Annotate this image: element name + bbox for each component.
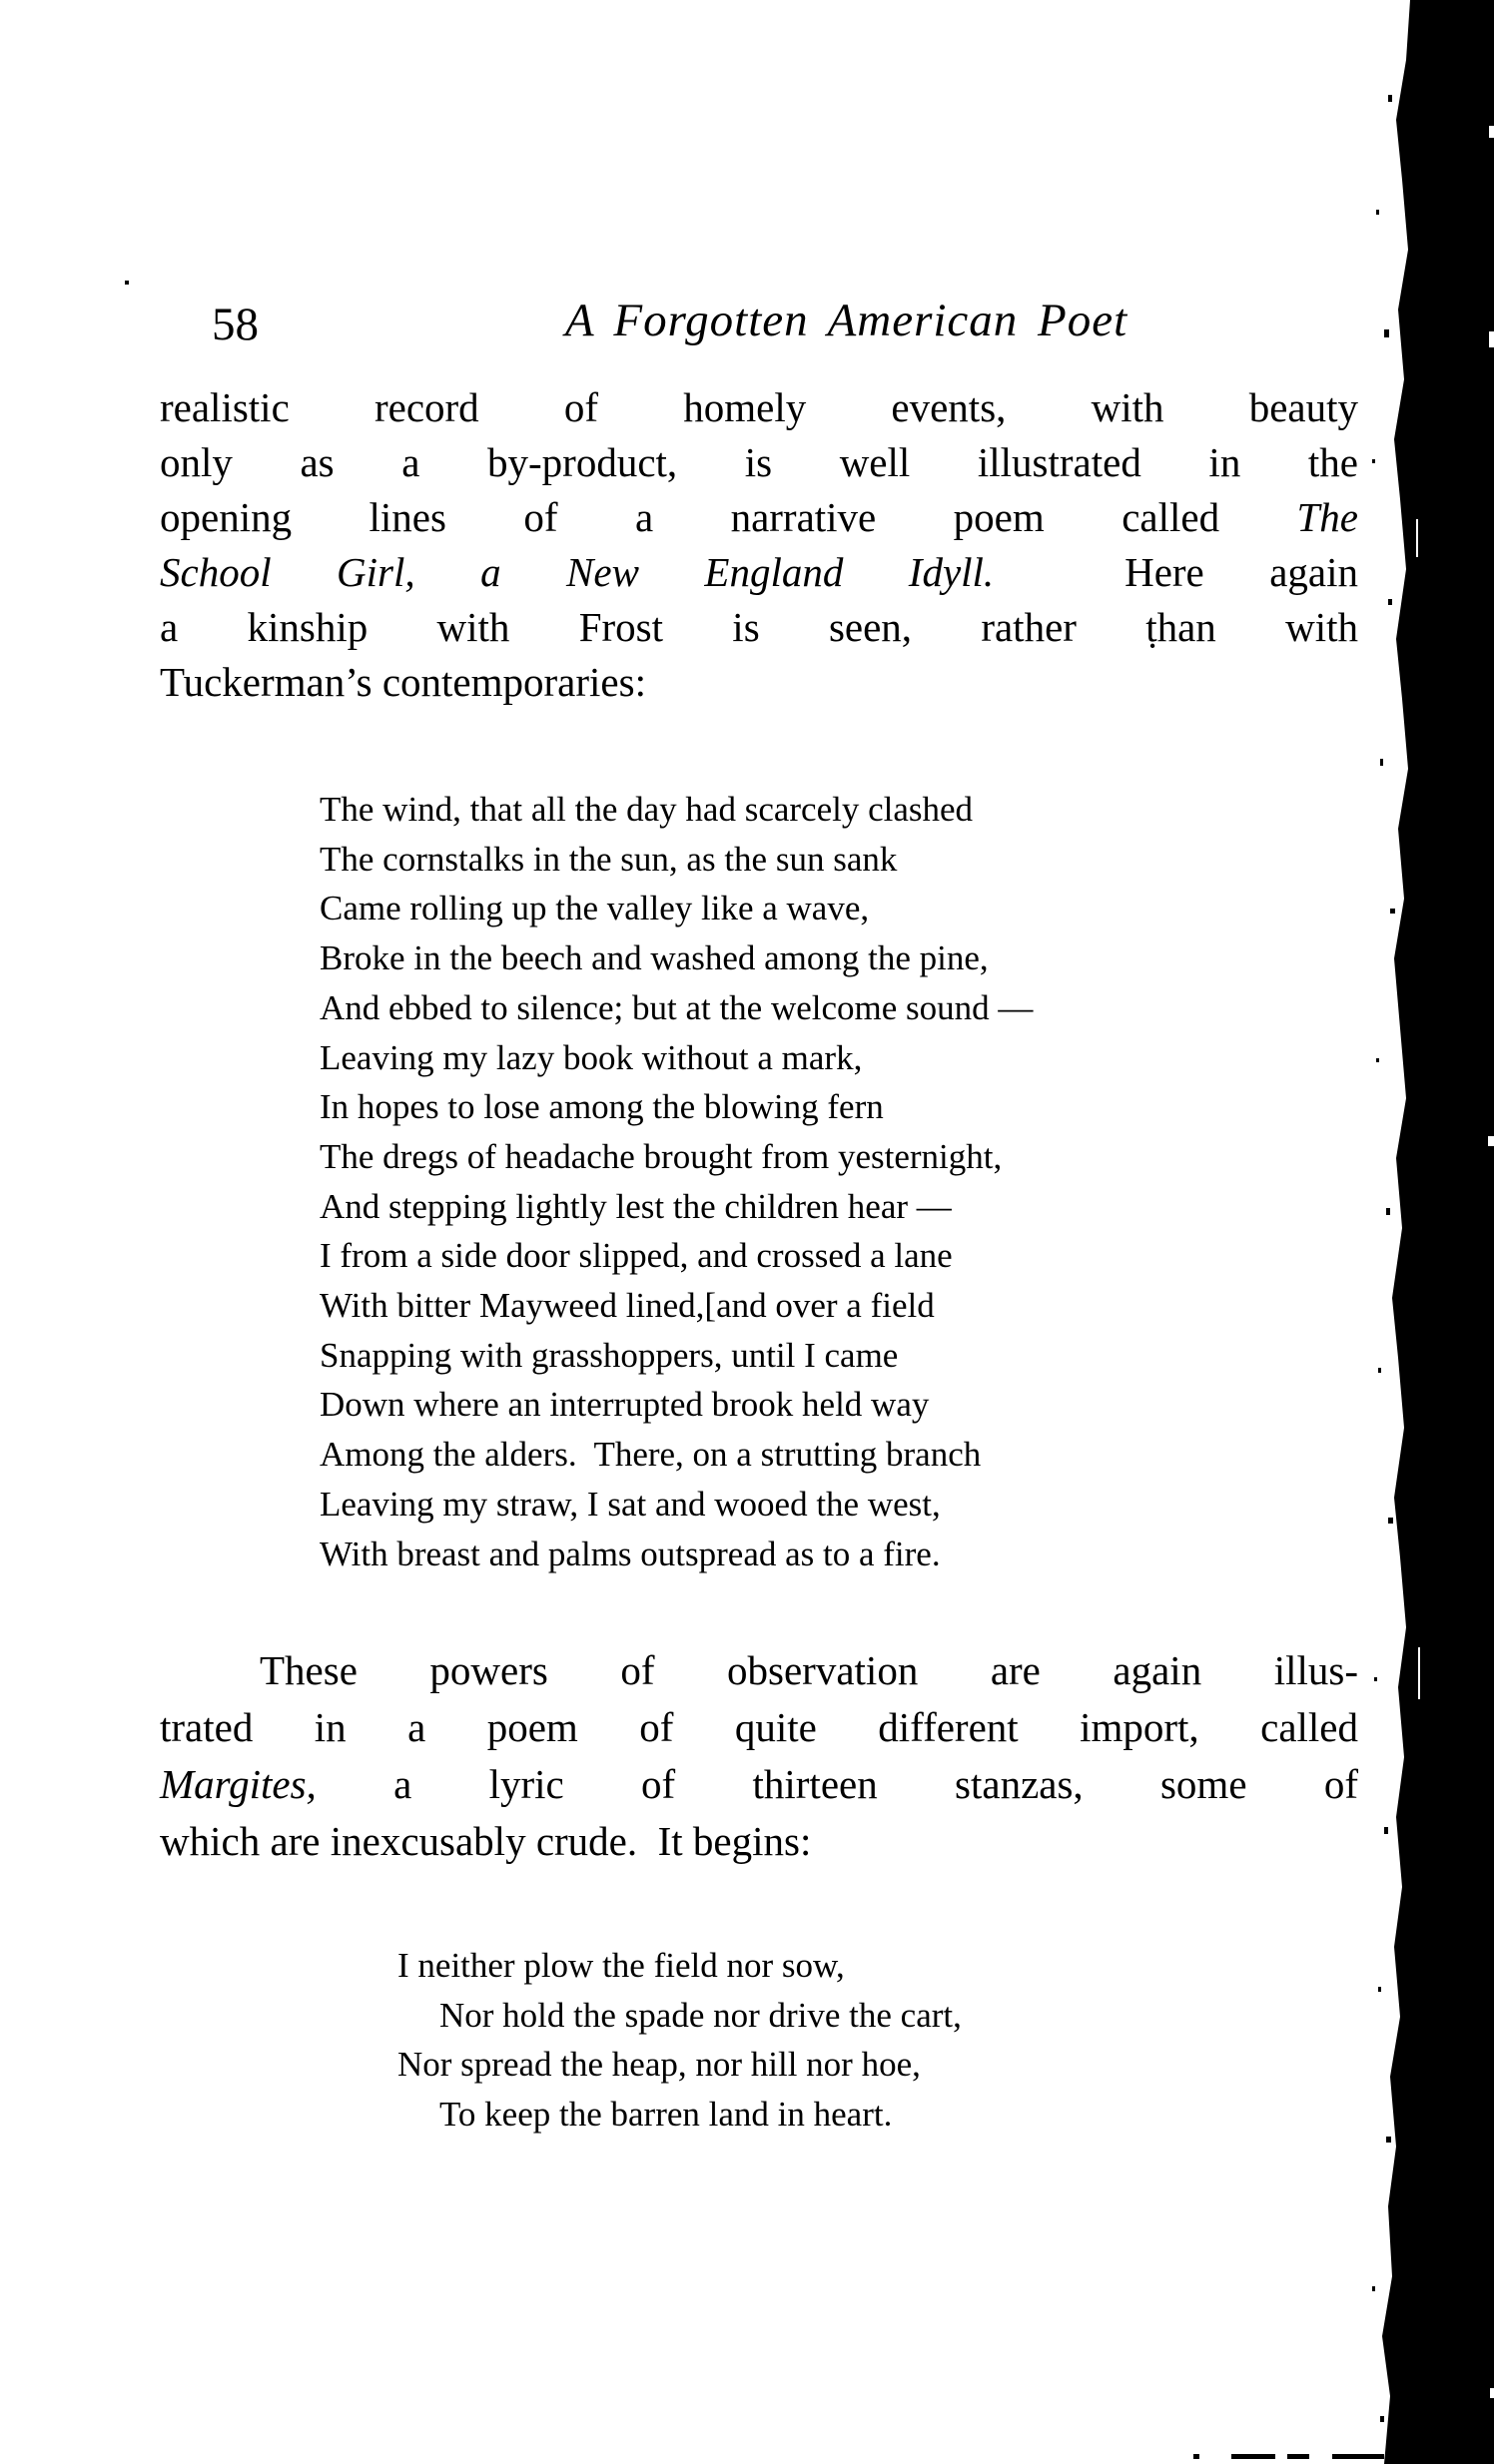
poem-line: And stepping lightly lest the children hear — (320, 1186, 952, 1226)
text-line: a kinship with Frost is seen, rather ṭhan with (160, 604, 1358, 650)
paragraph-1 (160, 380, 1358, 710)
text-segment: Here again (994, 549, 1358, 595)
running-title: A Forgotten American Poet (564, 295, 1128, 346)
poem-line: Leaving my lazy book without a mark, (320, 1037, 863, 1077)
text-line: realistic record of homely events, with beauty (160, 384, 1358, 430)
text-line: only as a by-product, is well illustrated in the (160, 439, 1358, 485)
poem-line: To keep the barren land in heart. (439, 2095, 893, 2135)
text-line (160, 490, 1358, 545)
poem-line: The dregs of headache brought from yesternight, (320, 1136, 1003, 1176)
poem-line: Leaving my straw, I sat and wooed the west, (320, 1484, 941, 1524)
poem-line: Snapping with grasshoppers, until I came (320, 1335, 899, 1375)
text-line: These powers of observation are again illus- (260, 1647, 1358, 1693)
poem-line: The wind, that all the day had scarcely clashed (320, 790, 974, 829)
running-head (160, 294, 1358, 363)
poem-line: Down where an interrupted brook held way (320, 1385, 930, 1425)
page-number: 58 (212, 299, 259, 350)
poem-quotation-2 (397, 1941, 962, 2140)
poem-line: Broke in the beech and washed among the pine, (320, 938, 989, 978)
scan-bottom-dashes (1193, 2454, 1384, 2459)
poem-line: With breast and palms outspread as to a fire. (320, 1534, 941, 1573)
scan-gutter-shadow (1382, 0, 1494, 2464)
text-line (160, 1756, 1358, 1813)
text-line: trated in a poem of quite different import, called (160, 1704, 1358, 1750)
poem-line: I from a side door slipped, and crossed a lane (320, 1236, 953, 1276)
poem-line: In hopes to lose among the blowing fern (320, 1087, 884, 1127)
poem-line: With bitter Mayweed lined,[and over a field (320, 1286, 935, 1326)
poem-line: And ebbed to silence; but at the welcome sound — (320, 987, 1034, 1027)
text-line: which are inexcusably crude. It begins: (160, 1818, 812, 1864)
text-line: Tuckerman’s contemporaries: (160, 659, 646, 705)
poem-line: Among the alders. There, on a strutting branch (320, 1435, 982, 1475)
italic-title-segment: Margites, (160, 1761, 317, 1807)
poem-line: Nor hold the spade nor drive the cart, (439, 1995, 962, 2035)
scan-white-cracks (1416, 126, 1494, 2398)
poem-quotation-1 (320, 785, 1033, 1578)
poem-line: Came rolling up the valley like a wave, (320, 889, 870, 928)
text-segment: opening lines of a narrative poem called (160, 494, 1297, 540)
text-line (160, 545, 1358, 600)
poem-line: I neither plow the field nor sow, (397, 1946, 845, 1985)
italic-title-segment: The (1296, 494, 1358, 540)
italic-title-segment: School Girl, a New England Idyll. (160, 549, 995, 595)
text-segment: a lyric of thirteen stanzas, some of (316, 1761, 1358, 1807)
poem-line: The cornstalks in the sun, as the sun sank (320, 839, 898, 879)
paragraph-2 (160, 1642, 1358, 1870)
poem-line: Nor spread the heap, nor hill nor hoe, (397, 2045, 921, 2085)
